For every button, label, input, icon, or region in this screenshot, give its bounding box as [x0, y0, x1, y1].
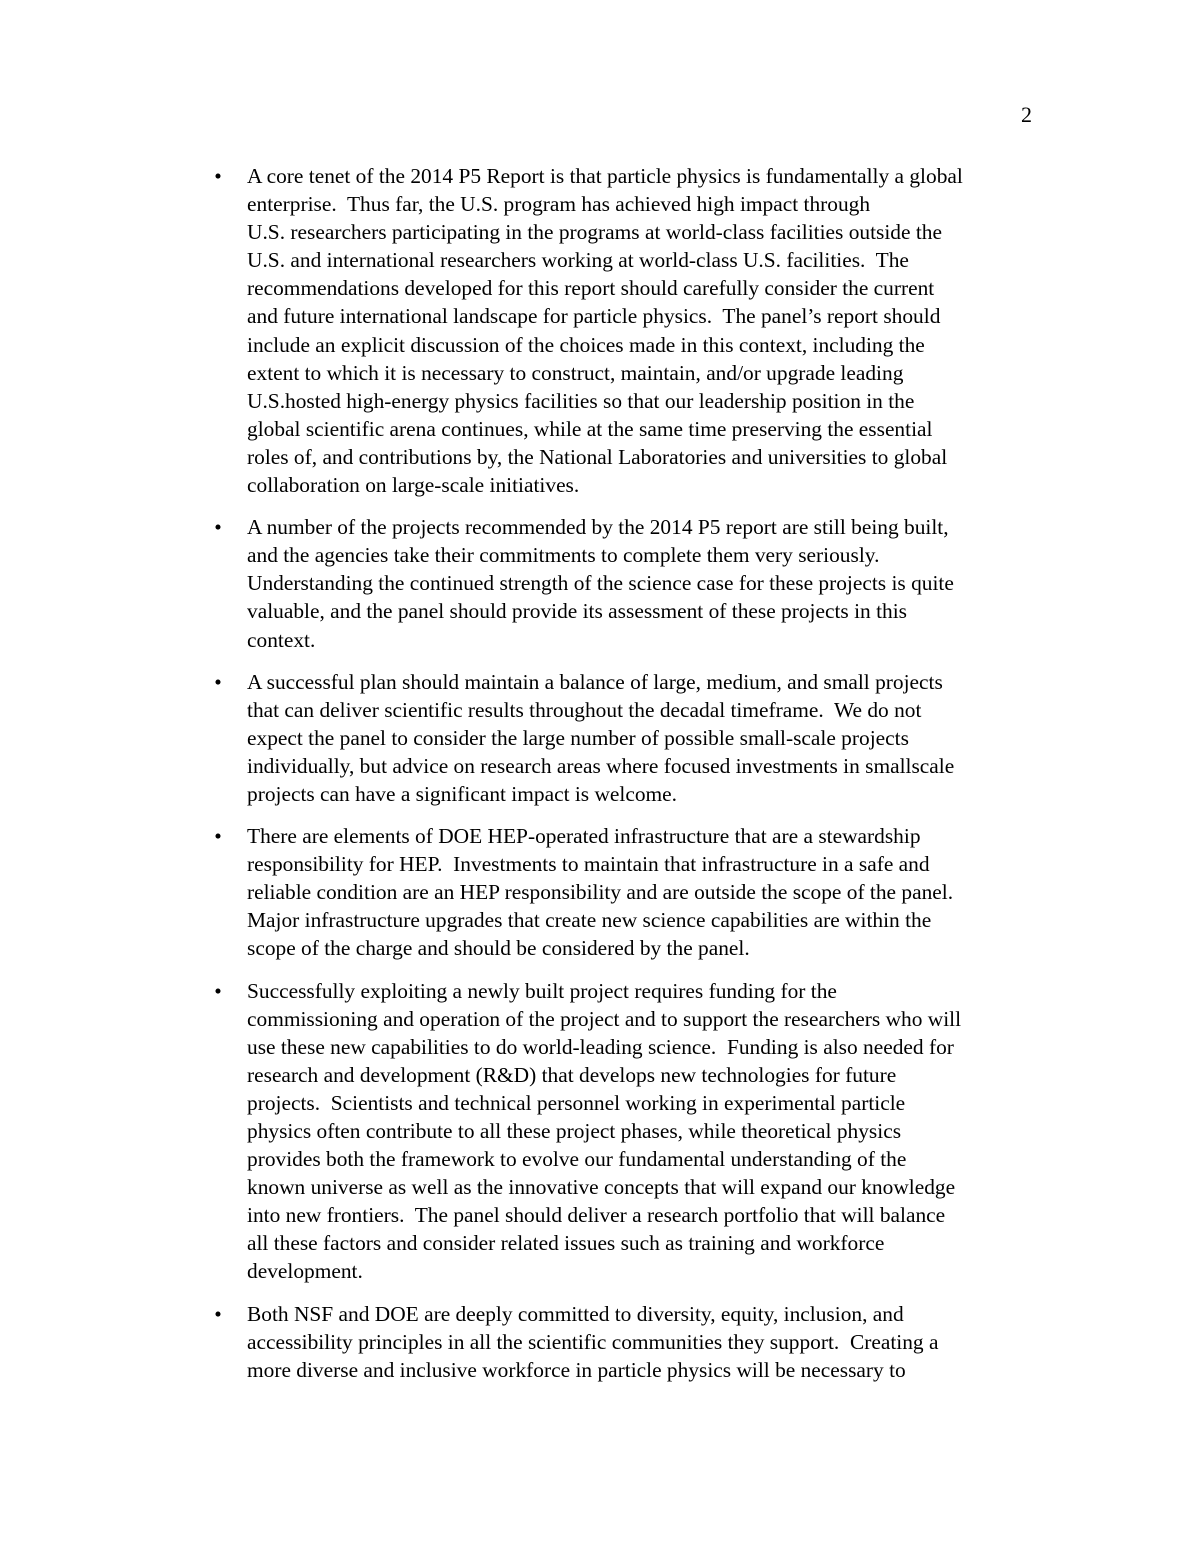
- text-line: expect the panel to consider the large number of possible small-scale projects: [247, 725, 909, 750]
- bullet-mark: •: [214, 164, 222, 188]
- bullet-text: [247, 822, 1045, 962]
- text-line: roles of, and contributions by, the National Laboratories and universities to global: [247, 444, 948, 469]
- text-line: and the agencies take their commitments to complete them very seriously.: [247, 543, 880, 568]
- text-line: physics often contribute to all these project phases, while theoretical physics: [247, 1119, 902, 1143]
- text-line: global scientific arena continues, while at the same time preserving the essential: [247, 416, 933, 441]
- text-line: There are elements of DOE HEP-operated infrastructure that are a stewardship: [247, 824, 921, 849]
- bullet-item: [205, 162, 1045, 499]
- text-line: U.S. researchers participating in the programs at world-class facilities outside the: [247, 220, 942, 245]
- bullet-mark: •: [214, 824, 222, 849]
- text-line: projects. Scientists and technical personnel working in experimental particle: [247, 1090, 906, 1115]
- text-line: A number of the projects recommended by the 2014 P5 report are still being built,: [247, 515, 949, 540]
- bullet-item: [205, 1300, 1045, 1384]
- page-number: 2: [1021, 102, 1032, 127]
- text-line: A successful plan should maintain a balance of large, medium, and small projects: [247, 669, 943, 694]
- bullet-text: [247, 668, 1045, 808]
- bullet-text: [247, 1300, 1045, 1384]
- text-line: Understanding the continued strength of the science case for these projects is quite: [247, 571, 954, 596]
- text-line: known universe as well as the innovative concepts that will expand our knowledge: [247, 1175, 956, 1200]
- bullet-text: [247, 513, 1045, 653]
- bullet-mark: •: [214, 978, 222, 1003]
- text-line: projects can have a significant impact is welcome.: [247, 781, 678, 806]
- text-line: include an explicit discussion of the choices made in this context, including the: [247, 332, 925, 357]
- text-line: U.S.hosted high-energy physics facilities so that our leadership position in the: [247, 388, 915, 413]
- text-line: valuable, and the panel should provide its assessment of these projects in this: [247, 599, 907, 624]
- bullet-mark: •: [214, 1301, 222, 1326]
- bullet-item: [205, 513, 1045, 653]
- bullet-mark: •: [214, 515, 222, 540]
- bullet-list: [205, 162, 1045, 1398]
- text-line: individually, but advice on research areas where focused investments in smallscale: [247, 753, 955, 778]
- bullet-item: [205, 977, 1045, 1286]
- text-line: development.: [247, 1259, 363, 1284]
- text-line: use these new capabilities to do world-leading science. Funding is also needed for: [247, 1034, 954, 1059]
- text-line: responsibility for HEP. Investments to maintain that infrastructure in a safe and: [247, 852, 930, 877]
- text-line: context.: [247, 627, 316, 652]
- text-line: research and development (R&D) that develops new technologies for future: [247, 1062, 897, 1087]
- text-line: provides both the framework to evolve our fundamental understanding of the: [247, 1147, 907, 1172]
- text-line: Successfully exploiting a newly built project requires funding for the: [247, 978, 837, 1003]
- bullet-mark: •: [214, 669, 222, 694]
- text-line: into new frontiers. The panel should deliver a research portfolio that will balance: [247, 1203, 946, 1228]
- text-line: collaboration on large-scale initiatives.: [247, 473, 580, 498]
- bullet-text: [247, 162, 1045, 499]
- text-line: Major infrastructure upgrades that create new science capabilities are within the: [247, 908, 932, 933]
- text-line: A core tenet of the 2014 P5 Report is that particle physics is fundamentally a global: [247, 164, 963, 188]
- bullet-item: [205, 822, 1045, 962]
- text-line: commissioning and operation of the project and to support the researchers who will: [247, 1006, 962, 1031]
- text-line: extent to which it is necessary to construct, maintain, and/or upgrade leading: [247, 360, 904, 385]
- text-line: all these factors and consider related issues such as training and workforce: [247, 1231, 885, 1256]
- text-line: more diverse and inclusive workforce in particle physics will be necessary to: [247, 1357, 906, 1382]
- text-line: Both NSF and DOE are deeply committed to diversity, equity, inclusion, and: [247, 1301, 904, 1326]
- text-line: U.S. and international researchers working at world-class U.S. facilities. The: [247, 248, 909, 273]
- text-line: scope of the charge and should be considered by the panel.: [247, 936, 750, 961]
- text-line: reliable condition are an HEP responsibility and are outside the scope of the panel.: [247, 880, 954, 905]
- text-line: that can deliver scientific results throughout the decadal timeframe. We do not: [247, 697, 922, 722]
- text-line: accessibility principles in all the scientific communities they support. Creating a: [247, 1329, 939, 1354]
- text-line: and future international landscape for particle physics. The panel’s report should: [247, 304, 941, 329]
- bullet-text: [247, 977, 1045, 1286]
- text-line: enterprise. Thus far, the U.S. program has achieved high impact through: [247, 192, 871, 217]
- text-line: recommendations developed for this report should carefully consider the current: [247, 276, 935, 301]
- bullet-item: [205, 668, 1045, 808]
